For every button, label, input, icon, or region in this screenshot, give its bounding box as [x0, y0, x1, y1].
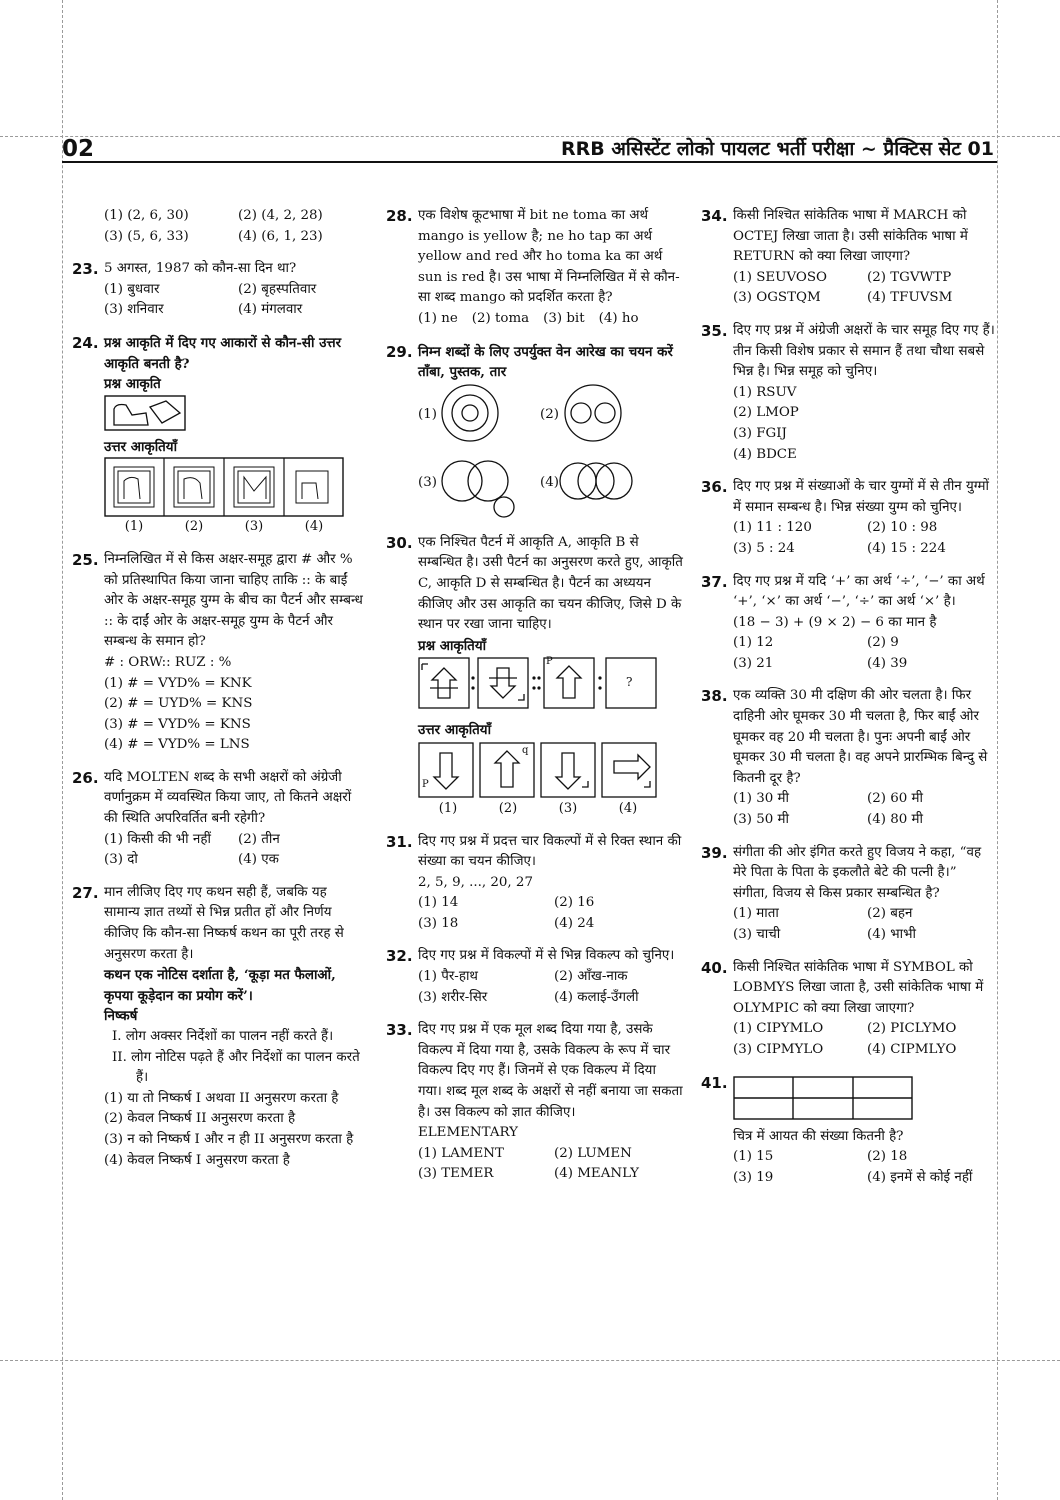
question-24 — [72, 333, 366, 538]
question-text: किसी निश्चित सांकेतिक भाषा में SYMBOL को LOBMYS लिखा जाता है, उसी सांकेतिक भाषा में OLYMPIC को क्या लिखा जाएगा? — [733, 959, 984, 1016]
question-text: किसी निश्चित सांकेतिक भाषा में MARCH को OCTEJ लिखा जाता है। उसी सांकेतिक भाषा में RETURN को क्या लिखा जाएगा? — [733, 208, 968, 265]
question-number: 24. — [72, 333, 99, 352]
venn-label: (1) — [418, 406, 437, 422]
question-26 — [72, 768, 366, 871]
question-37 — [701, 572, 995, 675]
question-text: दिए गए प्रश्न में एक मूल शब्द दिया गया है, उसके विकल्प में दिया गया है, उसके विकल्प के रूप में चार विकल्प दिए गए हैं। जिनमें से एक विकल्प में दिया गया। शब्द मूल शब्द के अक्षरों से नहीं बनाया जा सकता है। उस विकल्प को ज्ञात कीजिए। — [418, 1022, 683, 1120]
option[interactable]: (4) MEANLY — [554, 1166, 639, 1182]
question-text: दिए गए प्रश्न में विकल्पों में से भिन्न विकल्प को चुनिए। — [418, 948, 675, 964]
question-number: 38. — [701, 687, 728, 706]
question-number: 33. — [386, 1021, 413, 1040]
option[interactable]: (1) SEUVOSO — [733, 269, 828, 285]
given-pair: # : ORW:: RUZ : % — [104, 654, 232, 670]
option[interactable]: (3) दो — [104, 852, 138, 868]
question-27 — [72, 883, 366, 1171]
question-22-options — [104, 206, 366, 247]
caption: (3) — [558, 800, 578, 816]
option[interactable]: (1) 12 — [733, 635, 774, 651]
question-number: 25. — [72, 550, 99, 569]
caption: (2) — [498, 800, 518, 816]
question-25 — [72, 550, 366, 756]
question-text: संगीता की ओर इंगित करते हुए विजय ने कहा, “वह मेरे पिता के पिता के इकलौते बेटे की पत्नी है।” संगीता, विजय से किस प्रकार सम्बन्धित है? — [733, 844, 982, 901]
option[interactable]: (2) आँख-नाक — [554, 969, 628, 985]
option[interactable]: (1) # = VYD% = KNK — [104, 675, 252, 691]
column-2 — [386, 206, 684, 1197]
question-29 — [386, 342, 684, 521]
answer-figure-captions — [104, 517, 344, 538]
question-text: निम्न शब्दों के लिए उपर्युक्त वेन आरेख का चयन करें — [418, 343, 673, 360]
option[interactable]: (4) भाभी — [867, 927, 916, 942]
question-number: 34. — [701, 207, 728, 225]
option[interactable]: (3) न को निष्कर्ष I और न ही II अनुसरण करता है — [104, 1131, 354, 1147]
question-40 — [701, 958, 995, 1061]
column-3 — [701, 206, 995, 1200]
question-38 — [701, 686, 995, 830]
question-figures-drawing — [418, 656, 658, 710]
header-rule — [62, 161, 997, 163]
question-text: मान लीजिए दिए गए कथन सही हैं, जबकि यह सामान्य ज्ञात तथ्यों से भिन्न प्रतीत हों और निर्णय कीजिए कि कौन-सा निष्कर्ष कथन का पूरी तरह से अनुसरण करता है। — [104, 884, 344, 962]
option[interactable]: (3) bit — [543, 310, 585, 326]
option[interactable]: (2) LUMEN — [554, 1145, 632, 1161]
expression: (18 − 3) + (9 × 2) − 6 का मान है — [733, 614, 937, 630]
option[interactable]: (4) केवल निष्कर्ष I अनुसरण करता है — [104, 1152, 290, 1168]
question-number: 40. — [701, 958, 728, 977]
question-text: एक व्यक्ति 30 मी दक्षिण की ओर चलता है। फिर दाहिनी ओर घूमकर 30 मी चलता है, फिर बाईं ओर घूमकर वह 20 मी चलता है। पुनः अपनी बाईं ओर घूमकर 30 मी चलता है। वह अपने प्रारम्भिक बिन्दु से कितनी दूर है? — [733, 688, 988, 786]
option[interactable]: (3) FGIJ — [733, 425, 787, 441]
page-title: RRB असिस्टेंट लोको पायलट भर्ती परीक्षा ~ प्रैक्टिस सेट 01 — [560, 138, 994, 160]
option[interactable]: (1) पैर-हाथ — [418, 969, 478, 985]
question-39 — [701, 843, 995, 946]
question-figure-label: प्रश्न आकृति — [104, 376, 161, 393]
root-word: ELEMENTARY — [418, 1125, 519, 1141]
venn-label: (2) — [540, 406, 559, 422]
question-number: 31. — [386, 832, 413, 851]
option[interactable]: (2) PICLYMO — [867, 1021, 957, 1037]
option[interactable]: (2) (4, 2, 28) — [238, 208, 323, 223]
option[interactable]: (2) LMOP — [733, 405, 799, 421]
caption: (2) — [184, 519, 204, 535]
venn-options — [418, 383, 678, 521]
question-36 — [701, 477, 995, 559]
option[interactable]: (4) 15 : 224 — [867, 540, 946, 556]
corner-mark: P — [546, 656, 553, 668]
option[interactable]: (1) 15 — [733, 1149, 774, 1165]
question-number: 26. — [72, 768, 99, 787]
cut-line-bottom — [0, 1360, 1060, 1361]
conclusion: II. लोग नोटिस पढ़ते हैं और निर्देशों का पालन करते हैं। — [112, 1049, 360, 1086]
option[interactable]: (2) 16 — [554, 895, 595, 911]
option[interactable]: (3) 21 — [733, 655, 774, 671]
question-number: 35. — [701, 321, 728, 340]
option[interactable]: (2) # = UYD% = KNS — [104, 696, 253, 712]
answer-figures — [104, 457, 344, 517]
option[interactable]: (2) 9 — [867, 635, 899, 651]
word-list: ताँबा, पुस्तक, तार — [418, 364, 507, 381]
option[interactable]: (2) तीन — [238, 831, 280, 847]
question-28 — [386, 206, 684, 330]
venn-diagrams — [418, 383, 678, 521]
question-text: चित्र में आयत की संख्या कितनी है? — [733, 1128, 904, 1144]
option[interactable]: (2) toma — [471, 310, 530, 326]
answer-figures-label: उत्तर आकृतियाँ — [104, 438, 178, 455]
question-text: यदि MOLTEN शब्द के सभी अक्षरों को अंग्रेजी वर्णानुक्रम में व्यवस्थित किया जाए, तो कितने अक्षरों की स्थिति अपरिवर्तित बनी रहेगी? — [104, 769, 352, 827]
rectangle-grid-figure — [733, 1073, 913, 1121]
option[interactable]: (3) 19 — [733, 1169, 774, 1185]
question-number: 28. — [386, 207, 413, 225]
question-31 — [386, 832, 684, 935]
option[interactable]: (2) 18 — [867, 1149, 908, 1165]
option[interactable]: (1) किसी की भी नहीं — [104, 831, 211, 847]
venn-label: (4) — [540, 474, 559, 490]
option[interactable]: (2) बृहस्पतिवार — [238, 281, 317, 297]
option[interactable]: (1) 14 — [418, 895, 459, 911]
option[interactable]: (1) RSUV — [733, 384, 797, 400]
option[interactable]: (4) CIPMLYO — [867, 1041, 957, 1057]
question-number: 37. — [701, 572, 728, 591]
question-number: 41. — [701, 1073, 728, 1092]
option[interactable]: (3) 18 — [418, 915, 459, 931]
question-33 — [386, 1020, 684, 1185]
question-34 — [701, 206, 995, 309]
option[interactable]: (3) शरीर-सिर — [418, 989, 488, 1005]
conclusion: I. लोग अक्सर निर्देशों का पालन नहीं करते हैं। — [112, 1029, 334, 1044]
answer-figures-label: उत्तर आकृतियाँ — [418, 722, 492, 739]
option[interactable]: (4) # = VYD% = LNS — [104, 737, 250, 753]
question-number: 36. — [701, 478, 728, 497]
caption: (4) — [618, 800, 638, 816]
option[interactable]: (4) TFUVSM — [867, 290, 953, 306]
corner-mark: P — [422, 778, 429, 790]
question-23 — [72, 259, 366, 321]
option[interactable]: (3) OGSTQM — [733, 290, 821, 306]
question-figure — [104, 395, 186, 431]
caption: (1) — [438, 800, 458, 816]
question-text: दिए गए प्रश्न में यदि ‘+’ का अर्थ ‘÷’, ‘−’ का अर्थ ‘+’, ‘×’ का अर्थ ‘−’, ‘÷’ का अर्थ ‘×’ है। — [733, 573, 985, 610]
question-number: 29. — [386, 342, 413, 361]
option[interactable]: (4) 39 — [867, 655, 908, 671]
answer-figure-captions — [418, 799, 658, 820]
option[interactable]: (2) केवल निष्कर्ष II अनुसरण करता है — [104, 1111, 296, 1127]
question-text: एक निश्चित पैटर्न में आकृति A, आकृति B से सम्बन्धित है। उसी पैटर्न का अनुसरण करते हुए, आकृति C, आकृति D से सम्बन्धित है। पैटर्न का अध्ययन कीजिए और उस आकृति का चयन कीजिए, जिसे D के स्थान पर रखा जाना चाहिए। — [418, 534, 683, 633]
question-number: 27. — [72, 883, 99, 902]
question-41 — [701, 1073, 995, 1189]
option[interactable]: (1) 11 : 120 — [733, 520, 812, 536]
question-text: निम्नलिखित में से किस अक्षर-समूह द्वारा # और % को प्रतिस्थापित किया जाना चाहिए ताकि :: के बाईं ओर के अक्षर-समूह युग्म के बीच का पैटर्न और सम्बन्ध :: के दाईं ओर के अक्षर-समूह युग्म के पैटर्न और सम्बन्ध के समान हो? — [104, 551, 363, 650]
option[interactable]: (2) TGVWTP — [867, 269, 952, 285]
question-text: एक विशेष कूटभाषा में bit ne toma का अर्थ mango is yellow है; ne ho tap का अर्थ yellow and red और ho toma ka का अर्थ sun is red है। उस भाषा में निम्नलिखित में से कौन-सा शब्द mango को प्रदर्शित करता है? — [418, 208, 680, 306]
option[interactable]: (3) चाची — [733, 927, 781, 942]
question-figures — [418, 656, 658, 710]
option[interactable]: (3) TEMER — [418, 1166, 494, 1182]
option[interactable]: (3) 5 : 24 — [733, 540, 795, 556]
conclusion-label: निष्कर्ष — [104, 1008, 138, 1025]
question-text: दिए गए प्रश्न में प्रदत्त चार विकल्पों में से रिक्त स्थान की संख्या का चयन कीजिए। — [418, 833, 682, 870]
number-series: 2, 5, 9, ..., 20, 27 — [418, 874, 533, 890]
question-number: 30. — [386, 533, 413, 552]
option[interactable]: (1) बुधवार — [104, 281, 160, 297]
question-figures-label: प्रश्न आकृतियाँ — [418, 637, 487, 654]
answer-figures-drawing — [418, 741, 658, 799]
option[interactable]: (3) # = VYD% = KNS — [104, 716, 251, 732]
option[interactable]: (2) 10 : 98 — [867, 520, 938, 536]
option[interactable]: (4) एक — [238, 852, 279, 868]
option[interactable]: (4) 24 — [554, 915, 595, 931]
answer-figures — [418, 741, 658, 799]
option[interactable]: (4) ho — [598, 310, 639, 326]
option[interactable]: (1) (2, 6, 30) — [104, 208, 189, 223]
cut-line-left — [62, 0, 63, 1500]
option[interactable]: (3) CIPMYLO — [733, 1041, 824, 1057]
option[interactable]: (3) (5, 6, 33) — [104, 228, 189, 244]
option[interactable]: (4) (6, 1, 23) — [238, 228, 323, 244]
option[interactable]: (1) या तो निष्कर्ष I अथवा II अनुसरण करता है — [104, 1090, 339, 1106]
page-number: 02 — [62, 136, 95, 162]
option[interactable]: (3) 50 मी — [733, 812, 789, 828]
option[interactable]: (3) शनिवार — [104, 302, 164, 318]
option[interactable]: (4) कलाई-उँगली — [554, 989, 639, 1005]
question-text: 5 अगस्त, 1987 को कौन-सा दिन था? — [104, 261, 297, 277]
question-30 — [386, 533, 684, 820]
option[interactable]: (1) माता — [733, 906, 779, 922]
statement: कथन एक नोटिस दर्शाता है, ‘कूड़ा मत फैलाओं, कृपया कूड़ेदान का प्रयोग करें’। — [104, 967, 336, 1004]
caption: (3) — [244, 519, 264, 535]
column-1 — [72, 206, 366, 1183]
option[interactable]: (2) बहन — [867, 906, 913, 922]
question-number: 32. — [386, 947, 413, 966]
option[interactable]: (1) CIPYMLO — [733, 1021, 824, 1037]
caption: (1) — [124, 519, 144, 535]
question-mark: ? — [626, 675, 633, 690]
option[interactable]: (2) 60 मी — [867, 791, 923, 807]
question-number: 23. — [72, 260, 99, 279]
question-32 — [386, 946, 684, 1008]
option[interactable]: (4) मंगलवार — [238, 302, 303, 318]
option[interactable]: (1) LAMENT — [418, 1145, 504, 1161]
option[interactable]: (4) 80 मी — [867, 812, 923, 828]
question-text: प्रश्न आकृति में दिए गए आकारों से कौन-सी उत्तर आकृति बनती है? — [104, 334, 342, 372]
question-text: दिए गए प्रश्न में संख्याओं के चार युग्मों में से तीन युग्मों में समान सम्बन्ध है। भिन्न संख्या युग्म को चुनिए। — [733, 479, 989, 515]
caption: (4) — [304, 519, 324, 535]
question-text: दिए गए प्रश्न में अंग्रेजी अक्षरों के चार समूह दिए गए हैं। तीन किसी विशेष प्रकार से समान हैं तथा चौथा सबसे भिन्न है। भिन्न समूह को चुनिए। — [733, 322, 995, 380]
question-35 — [701, 321, 995, 465]
option[interactable]: (1) 30 मी — [733, 791, 789, 807]
question-number: 39. — [701, 843, 728, 862]
venn-label: (3) — [418, 474, 437, 490]
corner-mark: q — [522, 744, 529, 756]
option[interactable]: (4) इनमें से कोई नहीं — [867, 1169, 973, 1185]
option[interactable]: (4) BDCE — [733, 446, 797, 462]
option[interactable]: (1) ne — [418, 310, 458, 326]
cut-line-right — [997, 0, 998, 1500]
